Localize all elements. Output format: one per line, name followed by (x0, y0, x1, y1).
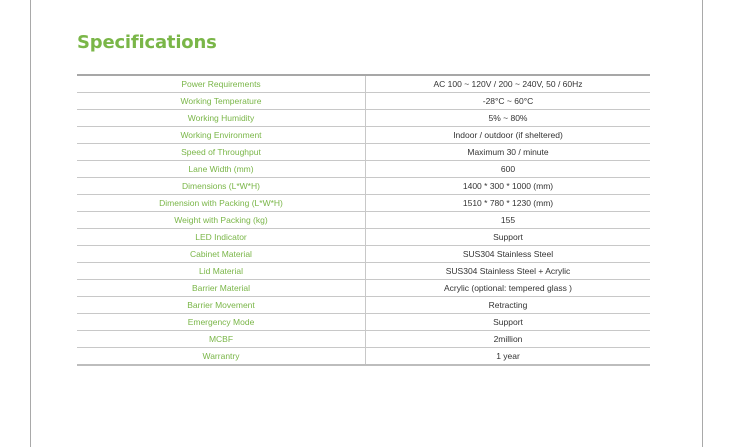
table-row (77, 93, 650, 110)
specifications-table (77, 74, 650, 366)
spec-label: Weight with Packing (kg) (77, 212, 366, 229)
spec-value: AC 100 ~ 120V / 200 ~ 240V, 50 / 60Hz (366, 75, 651, 93)
spec-label: Working Temperature (77, 93, 366, 110)
spec-label: Dimensions (L*W*H) (77, 178, 366, 195)
spec-label: Power Requirements (77, 75, 366, 93)
specifications-table-body (77, 75, 650, 365)
spec-value: -28°C ~ 60°C (366, 93, 651, 110)
table-row (77, 348, 650, 366)
table-row (77, 178, 650, 195)
spec-value: 155 (366, 212, 651, 229)
spec-label: Lane Width (mm) (77, 161, 366, 178)
table-row (77, 212, 650, 229)
spec-value: 600 (366, 161, 651, 178)
spec-label: Cabinet Material (77, 246, 366, 263)
spec-value: Acrylic (optional: tempered glass ) (366, 280, 651, 297)
spec-label: Working Environment (77, 127, 366, 144)
spec-label: MCBF (77, 331, 366, 348)
page-title: Specifications (77, 32, 217, 53)
spec-value: Indoor / outdoor (if sheltered) (366, 127, 651, 144)
table-row (77, 263, 650, 280)
table-row (77, 144, 650, 161)
table-row (77, 229, 650, 246)
spec-label: Lid Material (77, 263, 366, 280)
spec-value: Retracting (366, 297, 651, 314)
spec-label: Working Humidity (77, 110, 366, 127)
table-row (77, 331, 650, 348)
spec-label: Dimension with Packing (L*W*H) (77, 195, 366, 212)
spec-value: 1400 * 300 * 1000 (mm) (366, 178, 651, 195)
table-row (77, 246, 650, 263)
spec-value: SUS304 Stainless Steel (366, 246, 651, 263)
spec-value: Support (366, 229, 651, 246)
spec-value: 1510 * 780 * 1230 (mm) (366, 195, 651, 212)
spec-label: Barrier Movement (77, 297, 366, 314)
table-row (77, 110, 650, 127)
table-row (77, 75, 650, 93)
spec-value: 1 year (366, 348, 651, 366)
spec-value: Support (366, 314, 651, 331)
spec-value: 2million (366, 331, 651, 348)
spec-label: Warrantry (77, 348, 366, 366)
spec-label: Speed of Throughput (77, 144, 366, 161)
table-row (77, 127, 650, 144)
spec-label: Emergency Mode (77, 314, 366, 331)
spec-value: SUS304 Stainless Steel + Acrylic (366, 263, 651, 280)
spec-label: LED Indicator (77, 229, 366, 246)
table-row (77, 195, 650, 212)
table-row (77, 280, 650, 297)
table-row (77, 297, 650, 314)
spec-label: Barrier Material (77, 280, 366, 297)
table-row (77, 314, 650, 331)
spec-value: Maximum 30 / minute (366, 144, 651, 161)
spec-value: 5% ~ 80% (366, 110, 651, 127)
table-row (77, 161, 650, 178)
